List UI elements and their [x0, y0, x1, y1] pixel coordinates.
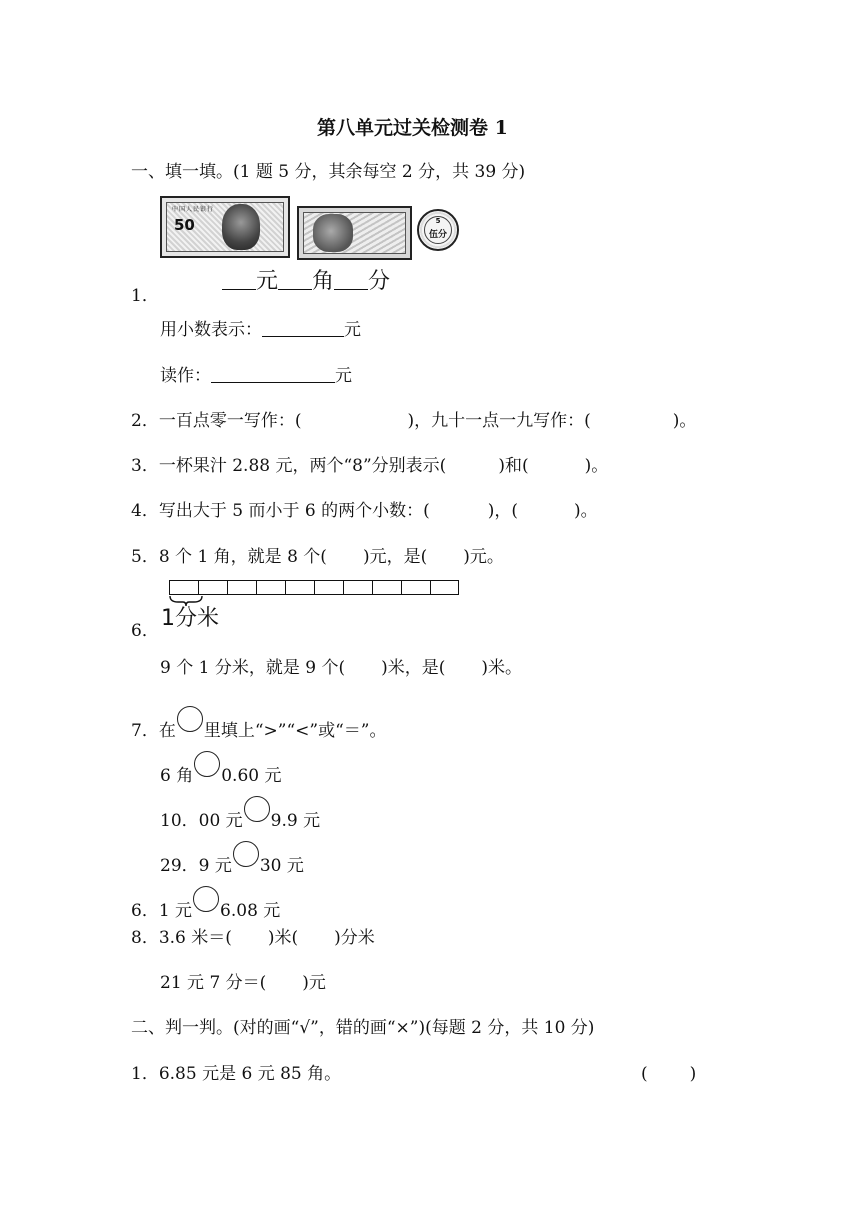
portrait-icon — [222, 204, 260, 250]
q8-text-e: )元 — [302, 973, 326, 993]
compare-circle[interactable] — [244, 796, 270, 822]
q8-text-b: )米( — [267, 928, 299, 948]
q2-text-a: 一百点零一写作：( — [158, 411, 302, 431]
q6-line — [160, 657, 522, 679]
ruler-cell — [401, 580, 430, 595]
q3-text-c: )。 — [584, 456, 609, 476]
q8-line-2 — [160, 972, 326, 994]
fen-blank[interactable] — [334, 273, 368, 290]
compare-circle[interactable] — [194, 751, 220, 777]
ruler-label: 1分米 — [161, 606, 219, 631]
ruler-cell — [372, 580, 401, 595]
q3-text-a: 一杯果汁 2.88 元，两个“8”分别表示( — [158, 456, 447, 476]
q5-text-c: )元。 — [463, 547, 504, 567]
ruler-cell — [430, 580, 459, 595]
read-unit: 元 — [335, 366, 352, 386]
ruler-cell — [227, 580, 256, 595]
q5-text-a: 8 个 1 角，就是 8 个( — [158, 547, 327, 567]
q7-text-a: 在 — [158, 721, 176, 741]
page-title: 第八单元过关检测卷 1 — [317, 117, 508, 139]
ruler-cell — [169, 580, 198, 595]
compare-circle[interactable] — [193, 886, 219, 912]
q5-line — [131, 546, 504, 568]
q1-yuan-jiao-fen — [222, 271, 390, 293]
q8-text-a: 3.6 米＝( — [158, 928, 232, 948]
q2-text-b: )，九十一点一九写作：( — [407, 411, 591, 431]
q7-text-b: 里填上“>”“<”或“＝”。 — [203, 721, 387, 741]
compare-item-2 — [160, 796, 320, 832]
q8-text-c: )分米 — [334, 928, 375, 948]
section-1-heading: 一、填一填。(1 题 5 分，其余每空 2 分，共 39 分) — [131, 162, 526, 182]
jiao-blank[interactable] — [278, 273, 312, 290]
q3-text-b: )和( — [498, 456, 529, 476]
compare-right: 6.08 元 — [220, 901, 281, 921]
q1-number: 1． — [131, 286, 159, 306]
q4-number: 4． — [131, 501, 159, 521]
q5-text-b: )元，是( — [362, 547, 428, 567]
compare-item-1 — [160, 751, 282, 787]
q6-text-b: )米，是( — [381, 658, 446, 678]
coin-text: 伍分 — [428, 230, 447, 240]
q7-line — [131, 706, 386, 742]
figures-icon — [313, 214, 353, 252]
five-fen-coin-image — [417, 209, 459, 251]
q2-line — [131, 410, 696, 432]
fen-label: 分 — [368, 269, 391, 294]
compare-right: 0.60 元 — [221, 766, 282, 786]
q3-line — [131, 455, 608, 477]
compare-left: 6 角 — [160, 766, 194, 786]
q2-text-c: )。 — [672, 411, 697, 431]
q3-number: 3． — [131, 456, 159, 476]
ruler-cell — [256, 580, 285, 595]
fifty-yuan-note-image — [160, 196, 290, 258]
judge-q1-number: 1． — [131, 1064, 159, 1084]
decimal-unit: 元 — [344, 320, 361, 340]
ruler-cell — [314, 580, 343, 595]
judge-q1-answer-box[interactable] — [641, 1063, 696, 1085]
q8-line-1 — [131, 927, 375, 949]
decimal-label: 用小数表示： — [160, 320, 262, 340]
paren-open: ( — [641, 1064, 648, 1084]
q4-text-c: )。 — [573, 501, 598, 521]
compare-circle[interactable] — [233, 841, 259, 867]
q6-text-c: )米。 — [481, 658, 523, 678]
note-value: 50 — [174, 216, 195, 234]
q7-number: 7． — [131, 721, 159, 741]
coin-number: 5 — [435, 217, 441, 225]
read-label: 读作： — [160, 366, 211, 386]
yuan-blank[interactable] — [222, 273, 256, 290]
compare-left: 10．00 元 — [160, 811, 243, 831]
q4-line — [131, 500, 598, 522]
decimeter-ruler — [169, 580, 459, 595]
compare-right: 9.9 元 — [270, 811, 321, 831]
judge-q1-line — [131, 1063, 341, 1085]
compare-item-4 — [131, 886, 280, 922]
q5-number: 5． — [131, 547, 159, 567]
q6-text-a: 9 个 1 分米，就是 9 个( — [160, 658, 346, 678]
yuan-label: 元 — [256, 269, 279, 294]
q4-text-b: )，( — [487, 501, 518, 521]
section-2-heading: 二、判一判。(对的画“√”，错的画“×”)(每题 2 分，共 10 分) — [131, 1018, 595, 1038]
q8-number: 8． — [131, 928, 159, 948]
decimal-blank[interactable] — [262, 320, 344, 337]
jiao-label: 角 — [312, 269, 335, 294]
paren-close: ) — [689, 1064, 697, 1084]
q1-decimal-line — [160, 319, 361, 341]
read-blank[interactable] — [211, 366, 335, 383]
q4-text-a: 写出大于 5 而小于 6 的两个小数：( — [158, 501, 430, 521]
q2-number: 2． — [131, 411, 159, 431]
note-header: 中国人民银行 — [172, 206, 215, 213]
compare-left: 29．9 元 — [160, 856, 232, 876]
judge-q1-text: 6.85 元是 6 元 85 角。 — [158, 1064, 342, 1084]
compare-item-3 — [160, 841, 304, 877]
q1-read-line — [160, 365, 352, 387]
ruler-cell — [285, 580, 314, 595]
q8-text-d: 21 元 7 分＝( — [160, 973, 267, 993]
compare-right: 30 元 — [259, 856, 304, 876]
sample-circle-icon — [177, 706, 203, 732]
ruler-cell — [198, 580, 227, 595]
one-jiao-note-image — [297, 206, 412, 260]
q6-number: 6． — [131, 621, 159, 641]
compare-left: 6．1 元 — [131, 901, 193, 921]
ruler-cell — [343, 580, 372, 595]
